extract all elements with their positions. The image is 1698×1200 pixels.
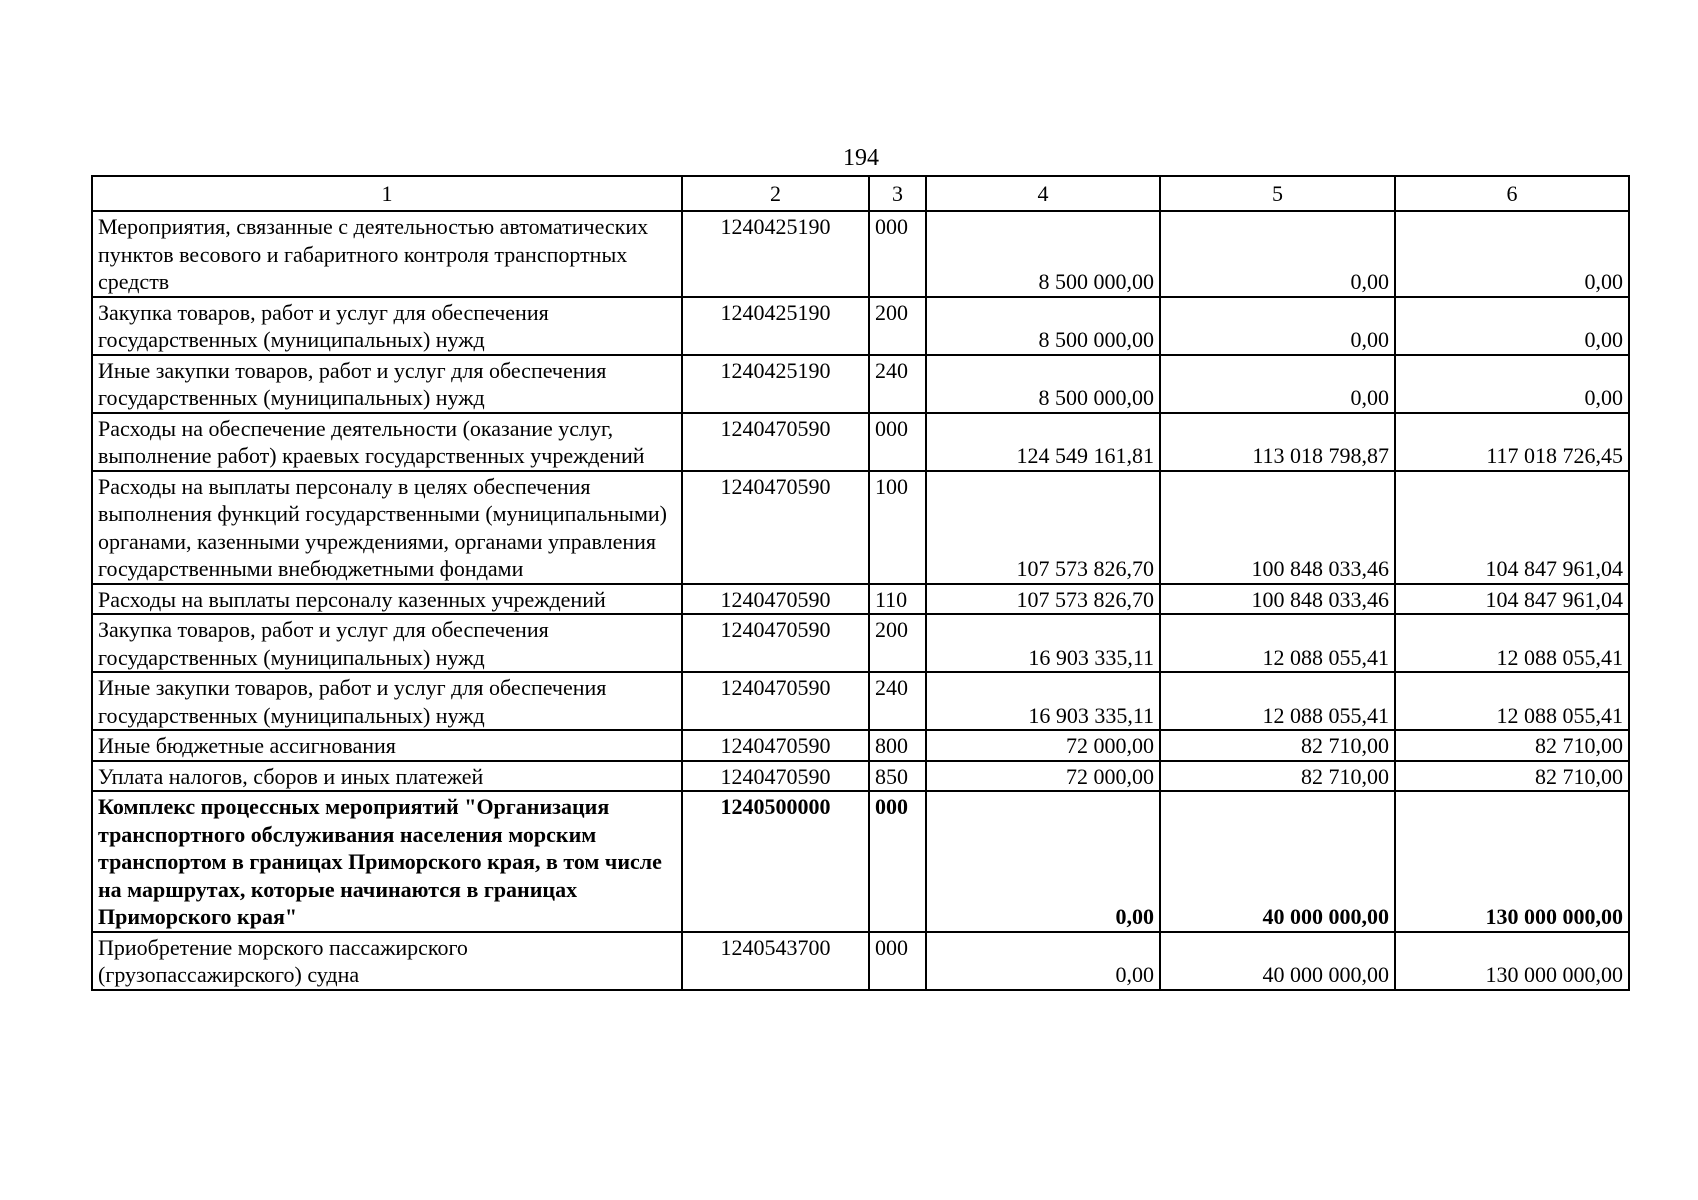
page-number: 194	[843, 145, 879, 171]
row-value-year-3: 117 018 726,45	[1395, 413, 1629, 471]
row-code: 1240425190	[682, 211, 869, 297]
budget-table	[91, 175, 1630, 991]
table-row	[92, 297, 1629, 355]
row-expense-type: 800	[869, 730, 926, 761]
row-code: 1240500000	[682, 791, 869, 932]
row-code: 1240470590	[682, 672, 869, 730]
row-value-year-1: 8 500 000,00	[926, 355, 1160, 413]
table-row	[92, 761, 1629, 792]
row-value-year-2: 12 088 055,41	[1160, 614, 1395, 672]
row-name: Расходы на обеспечение деятельности (оказание услуг, выполнение работ) краевых государственных учреждений	[92, 413, 682, 471]
table-row	[92, 413, 1629, 471]
table-row	[92, 672, 1629, 730]
row-value-year-1: 8 500 000,00	[926, 211, 1160, 297]
row-value-year-1: 8 500 000,00	[926, 297, 1160, 355]
row-name: Иные бюджетные ассигнования	[92, 730, 682, 761]
row-code: 1240425190	[682, 355, 869, 413]
table-header-row	[92, 176, 1629, 211]
row-expense-type: 110	[869, 584, 926, 615]
table-row	[92, 730, 1629, 761]
row-value-year-2: 12 088 055,41	[1160, 672, 1395, 730]
row-value-year-1: 72 000,00	[926, 761, 1160, 792]
row-value-year-2: 0,00	[1160, 297, 1395, 355]
row-value-year-2: 40 000 000,00	[1160, 791, 1395, 932]
row-value-year-3: 12 088 055,41	[1395, 614, 1629, 672]
row-name: Иные закупки товаров, работ и услуг для обеспечения государственных (муниципальных) нужд	[92, 355, 682, 413]
table-row	[92, 614, 1629, 672]
row-value-year-1: 16 903 335,11	[926, 672, 1160, 730]
row-value-year-1: 0,00	[926, 791, 1160, 932]
row-value-year-3: 104 847 961,04	[1395, 584, 1629, 615]
row-value-year-2: 82 710,00	[1160, 761, 1395, 792]
row-expense-type: 000	[869, 791, 926, 932]
row-value-year-3: 130 000 000,00	[1395, 791, 1629, 932]
row-expense-type: 100	[869, 471, 926, 584]
column-header: 5	[1160, 176, 1395, 211]
row-code: 1240470590	[682, 761, 869, 792]
row-value-year-2: 82 710,00	[1160, 730, 1395, 761]
row-expense-type: 000	[869, 413, 926, 471]
row-name: Комплекс процессных мероприятий "Организация транспортного обслуживания населения морским транспортом в границах Приморского края, в том числе на маршрутах, которые начинаются в границах Приморского края"	[92, 791, 682, 932]
row-code: 1240470590	[682, 730, 869, 761]
row-code: 1240543700	[682, 932, 869, 990]
row-value-year-3: 82 710,00	[1395, 761, 1629, 792]
row-value-year-3: 82 710,00	[1395, 730, 1629, 761]
row-code: 1240470590	[682, 413, 869, 471]
row-value-year-1: 0,00	[926, 932, 1160, 990]
column-header: 2	[682, 176, 869, 211]
table-row	[92, 791, 1629, 932]
row-name: Расходы на выплаты персоналу казенных учреждений	[92, 584, 682, 615]
row-value-year-2: 100 848 033,46	[1160, 584, 1395, 615]
row-name: Закупка товаров, работ и услуг для обеспечения государственных (муниципальных) нужд	[92, 614, 682, 672]
row-name: Иные закупки товаров, работ и услуг для обеспечения государственных (муниципальных) нужд	[92, 672, 682, 730]
table-row	[92, 355, 1629, 413]
row-code: 1240425190	[682, 297, 869, 355]
row-expense-type: 240	[869, 355, 926, 413]
row-value-year-3: 0,00	[1395, 211, 1629, 297]
row-name: Закупка товаров, работ и услуг для обеспечения государственных (муниципальных) нужд	[92, 297, 682, 355]
row-expense-type: 000	[869, 932, 926, 990]
row-value-year-1: 107 573 826,70	[926, 471, 1160, 584]
row-value-year-1: 72 000,00	[926, 730, 1160, 761]
row-expense-type: 240	[869, 672, 926, 730]
row-expense-type: 200	[869, 297, 926, 355]
column-header: 6	[1395, 176, 1629, 211]
row-value-year-1: 124 549 161,81	[926, 413, 1160, 471]
row-value-year-2: 0,00	[1160, 355, 1395, 413]
row-expense-type: 850	[869, 761, 926, 792]
table-row	[92, 584, 1629, 615]
row-value-year-1: 107 573 826,70	[926, 584, 1160, 615]
row-value-year-1: 16 903 335,11	[926, 614, 1160, 672]
row-value-year-3: 0,00	[1395, 355, 1629, 413]
table-row	[92, 211, 1629, 297]
column-header: 1	[92, 176, 682, 211]
row-expense-type: 200	[869, 614, 926, 672]
row-expense-type: 000	[869, 211, 926, 297]
row-value-year-2: 113 018 798,87	[1160, 413, 1395, 471]
row-code: 1240470590	[682, 614, 869, 672]
row-value-year-3: 130 000 000,00	[1395, 932, 1629, 990]
row-value-year-3: 0,00	[1395, 297, 1629, 355]
column-header: 3	[869, 176, 926, 211]
row-name: Расходы на выплаты персоналу в целях обеспечения выполнения функций государственными (муниципальными) органами, казенными учреждениями, органами управления государственными внебюджетными фондами	[92, 471, 682, 584]
row-code: 1240470590	[682, 471, 869, 584]
column-header: 4	[926, 176, 1160, 211]
table-row	[92, 471, 1629, 584]
row-code: 1240470590	[682, 584, 869, 615]
row-name: Мероприятия, связанные с деятельностью автоматических пунктов весового и габаритного контроля транспортных средств	[92, 211, 682, 297]
row-value-year-3: 12 088 055,41	[1395, 672, 1629, 730]
row-name: Уплата налогов, сборов и иных платежей	[92, 761, 682, 792]
table-row	[92, 932, 1629, 990]
row-value-year-3: 104 847 961,04	[1395, 471, 1629, 584]
row-name: Приобретение морского пассажирского (грузопассажирского) судна	[92, 932, 682, 990]
row-value-year-2: 100 848 033,46	[1160, 471, 1395, 584]
row-value-year-2: 0,00	[1160, 211, 1395, 297]
row-value-year-2: 40 000 000,00	[1160, 932, 1395, 990]
